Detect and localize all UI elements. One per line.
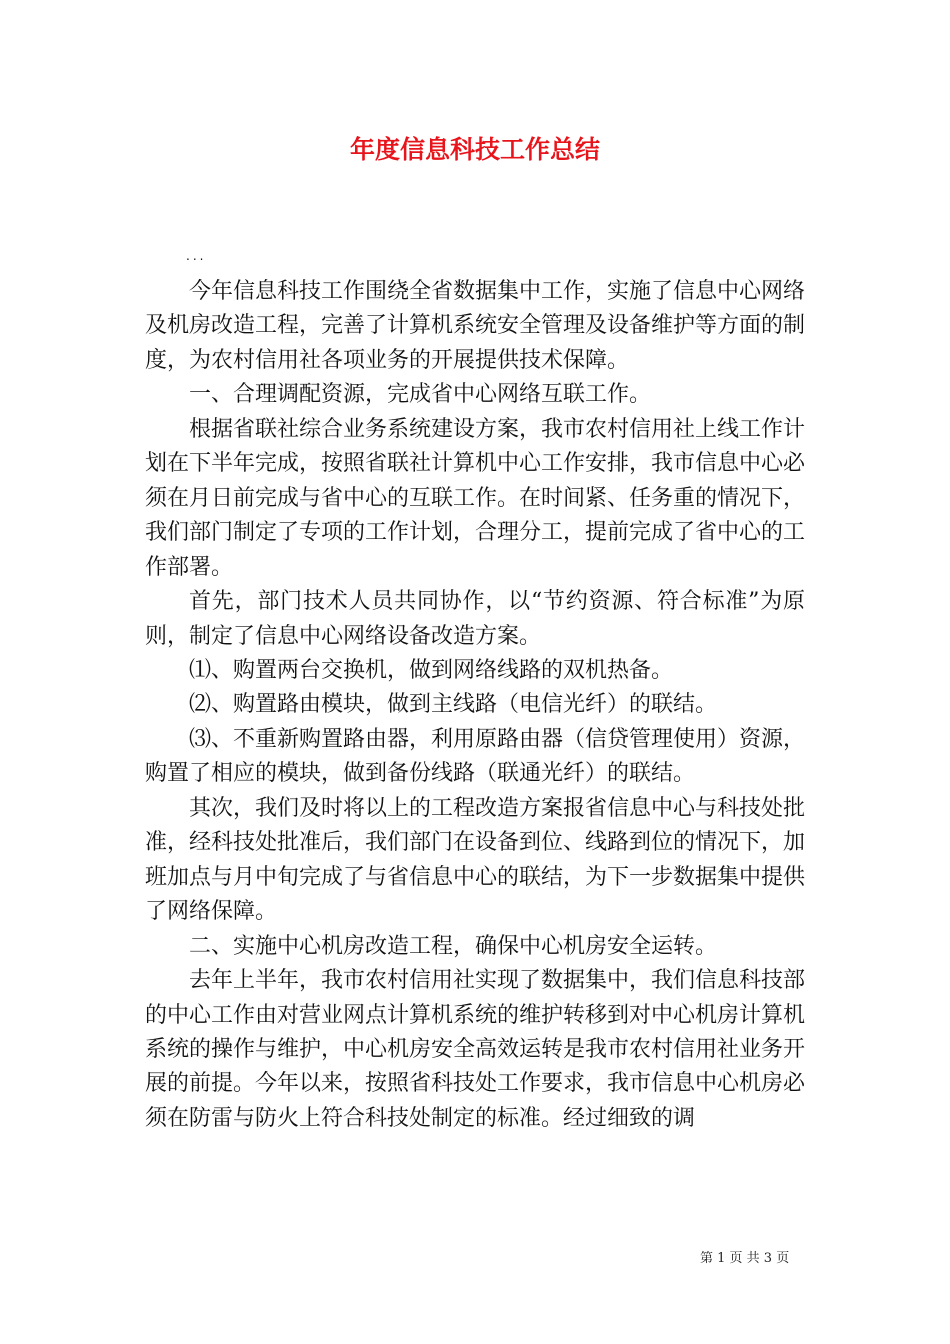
document-title: 年度信息科技工作总结 xyxy=(349,135,600,164)
page-number-footer: 第 1 页 共 3 页 xyxy=(700,1251,790,1266)
paragraph: 二、实施中心机房改造工程，确保中心机房安全运转。 xyxy=(189,933,718,959)
paragraph: 一、合理调配资源，完成省中心网络互联工作。 xyxy=(189,382,652,408)
paragraph: 根据省联社综合业务系统建设方案，我市农村信用社上线工作计划在下半年完成，按照省联社计算机中心工作安排，我市信息中心必须在月日前完成与省中心的互联工作。在时间紧、任务重的情况下，我们部门制定了专项的工作计划，合理分工，提前完成了省中心的工作部署。 xyxy=(145,416,806,580)
document-body xyxy=(145,275,805,1136)
paragraph: ⑴、购置两台交换机，做到网络线路的双机热备。 xyxy=(189,657,674,683)
paragraph: ⑵、购置路由模块，做到主线路（电信光纤）的联结。 xyxy=(189,692,718,718)
paragraph: 今年信息科技工作围绕全省数据集中工作，实施了信息中心网络及机房改造工程，完善了计算机系统安全管理及设备维护等方面的制度，为农村信用社各项业务的开展提供技术保障。 xyxy=(145,279,806,373)
paragraph: 首先，部门技术人员共同协作，以“节约资源、符合标准”为原则，制定了信息中心网络设备改造方案。 xyxy=(145,589,805,649)
paragraph: 去年上半年，我市农村信用社实现了数据集中，我们信息科技部的中心工作由对营业网点计算机系统的维护转移到对中心机房计算机系统的操作与维护，中心机房安全高效运转是我市农村信用社业务开展的前提。今年以来，按照省科技处工作要求，我市信息中心机房必须在防雷与防火上符合科技处制定的标准。经过细致的调 xyxy=(145,968,806,1131)
paragraph: 其次，我们及时将以上的工程改造方案报省信息中心与科技处批准，经科技处批准后，我们部门在设备到位、线路到位的情况下，加班加点与月中旬完成了与省信息中心的联结，为下一步数据集中提供了网络保障。 xyxy=(145,795,806,925)
paragraph: ⑶、不重新购置路由器，利用原路由器（信贷管理使用）资源，购置了相应的模块，做到备份线路（联通光纤）的联结。 xyxy=(145,726,806,787)
ellipsis-marker: ... xyxy=(186,249,207,263)
